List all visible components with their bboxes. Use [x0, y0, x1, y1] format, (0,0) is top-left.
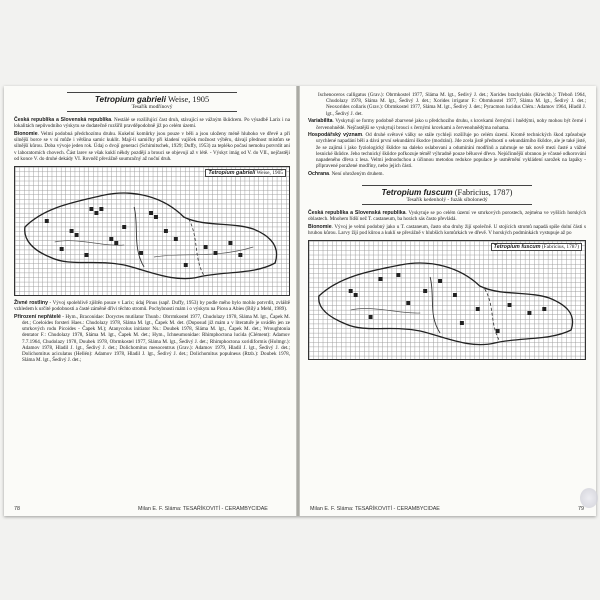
- host-plants-paragraph: Živné rostliny - Vývoj spolehlivě zjištěn pouze v Larix; údaj Pinus (sapř. Duffy, 1953) by podle mého bylo mohlo potvrdit, zvláště vzhledem k určité podobnosti a časté záměně dřívi těchto stromů. Pochybnosti mám i o výskytu na Picea a Abies (Bílý a Mehl, 1989).: [14, 299, 290, 313]
- map-outline: [15, 167, 289, 295]
- map-caption: Tetropium fuscum (Fabricius, 1787): [491, 243, 582, 251]
- distribution-map: [308, 240, 586, 360]
- distribution-map: [14, 166, 290, 296]
- economic-importance-paragraph: Hospodářský význam. Od druhé světové války se stále rychleji rozšiřuje po celém území. Kromě technických škod způsobuje urychlené napadání běli a dává první sekundární škodce (modrání). Jde zcela jistě předností o sekundárního škůdce, ale je také jisté, že se zajímá i jako fyziologický škůdce na daleko oslabovaní a odumírání modřínů a zahrnuje se tak nově mezi časté a vážné lesnické škůdce. Jeho technický škůdce pofkozuje téměř výhradně pouze běluové dřevo. Nejúčinnější obranou je včasné odkorování napadeného dřeva z lesa. Velmi jednoduchou a účinnou metodou redukce populace je usměrnění vykládení sarožek na lapáky - připravené poražené modříny, nebo jejich části.: [308, 132, 586, 170]
- map-caption: Tetropium gabrieli Weise, 1905: [205, 169, 286, 177]
- species-title: [67, 95, 237, 104]
- right-page: [308, 92, 586, 512]
- bionomics-paragraph: Bionomie. Vývoj je velmi podobný jako u T. castaneum, často oba druhy žijí společně. U stojících stromů napadá spíše dolní části s hrubou kůrou. Larvy žijí pod kůrou a kuklí se převážně v hlubších komůrkách ve dřevě. V horských podmínkách vystupuje až po: [308, 224, 586, 237]
- species-author: Weise, 1905: [167, 95, 210, 104]
- map-outline: [309, 241, 585, 359]
- bionomics-paragraph: Bionomie. Velmi podobná předchozímu druhu. Kukelní komůrky jsou pouze v běli a jsou uloženy méně hluboko ve dřevě a při silnější borce se v ní může i většina samic kuklit. Mají-li samičky při kladení vajíček možnost výběru, dávají přednost místům se silnější kůrou. Doba vývoje jeden rok. Údaj o dvojí generaci (Schimitschek, 1929; Duffy, 1953) za tepléko počasí nemohu potvrdit ani v laboratorních chovech. Část larev se však kuklí někdy později a brouci se objevují až v létě. - Výskyt imág od V. do VII., nejčastěji od konce V. do druhé dekády VI. Rovněž převážně soumračný až noční druh.: [14, 130, 290, 162]
- distribution-paragraph: Česká republika a Slovenská republika. Vyskytuje se po celém území ve smrkových porostech, zejména ve vyšších horských oblastech. Mnohem řídší než T. castaneum, ba horách sás často převládá.: [308, 210, 586, 223]
- protection-paragraph: Ochrana. Není ohroženým druhem.: [308, 170, 384, 177]
- species-title: [362, 188, 532, 197]
- footer-right: Milan E. F. Sláma: TESAŘÍKOVITÍ - CERAMBYCIDAE: [310, 506, 440, 512]
- species-author: (Fabricius, 1787): [454, 188, 513, 198]
- library-stamp: [580, 488, 598, 508]
- common-name: Tesařík kedenholý - fuzák síbolonedý: [406, 197, 488, 204]
- species-name: Tetropium gabrieli: [94, 95, 166, 104]
- species-name: Tetropium fuscum: [381, 188, 453, 198]
- common-name: Tesařík modřínový: [131, 104, 173, 110]
- page-number-right: 79: [578, 506, 584, 512]
- species-title-box: [67, 92, 237, 112]
- distribution-paragraph: Česká republika a Slovenská republika. Nestálé se rozšiřující čast druh, stávající se vážným škůdcem. Po výsadbě Larix i na lokalitách nepůvodního výskytu se dodatečně rozšířil pravděpodobně již po celém území.: [14, 117, 290, 130]
- variability-paragraph: Variabilita. Vyskytují se formy podobně zbarvené jako u předchozího druhu, s krovkami černými i hnědými, nohy mohou být černé i červenohnědé. Nejčastější se vyskytují brouci s černými krovkami a červenohnědýma nohama.: [308, 118, 586, 131]
- footer-left: Milan E. F. Sláma: TESAŘÍKOVITÍ - CERAMBYCIDAE: [138, 506, 268, 512]
- species-title-box: [362, 185, 532, 205]
- left-page: [14, 92, 290, 512]
- enemies-continued-paragraph: Ischenoceros calligatus (Grav.): Obrmkostel 1977, Sláma M. lgt., Šedivý J. det.; Xorides brachylabis (Kriechb.): Třeboň 1964, Chudolazy 1978, Sláma M. lgt., Šedivý J. det.; Xorides irrigator F.: Obrmkostel 1977, Sláma M. lgt., Šedivý J. det.; Neoxorides collaris (Grav.): Obrmkostel 1977, Sláma M. lgt., Šedivý J. det.; Pyracmon lucidus Clém.: Adamov 1964, Hladil J. lgt., Šedivý J. det.: [318, 92, 586, 117]
- book-gutter: [296, 86, 300, 516]
- page-number-left: 78: [14, 506, 20, 512]
- natural-enemies-paragraph: Přirození nepřátelé - Hym., Braconidae: Doryctes mutilator Thunb.: Obrrmkostel 1977, Chudolazy 1978, Sláma M. lgt., Čapek M. det.; Coeloides forsteri Haes.: Chudolazy 1978, Sláma M. lgt., Čapek M. det. (Doposud již mám a v literatuře je uváděn jen ze smrkových rodu Picoides - Čapek M.); Atanycolus initiator Ns.: Doubek 1978, Sláma M. lgt., Čapek M. det.; Wroughtonia dentator F.: Chudolazy 1978, Sláma M. lgt., Čapek M. det.; Hym., Ichneumonidae: Rhimphoctona lucida (Clément): Adamov 7.7.1964, Chudolazy 1978, Doubek 1978, Obrmkostel 1977, Sláma M. lgt., Šedivý J. det.; Rhimphoctona xoridiformis (Holmgr.): Adamov 1978, Hladil J. lgt., Šedivý J. det.; Dolichomitus mesocentrus (Grav.): Adamov 1979, Hladil J. lgt., Šedivý J. det.; Dolichomitus aciculatus (Hellén): Adamov 1978, Hladil J. lgt., Šedivý J. det.; Dolichomitus populneus (Rtzb.): Doubek 1978, Sláma M. lgt., Šedivý J. det.;: [14, 313, 290, 364]
